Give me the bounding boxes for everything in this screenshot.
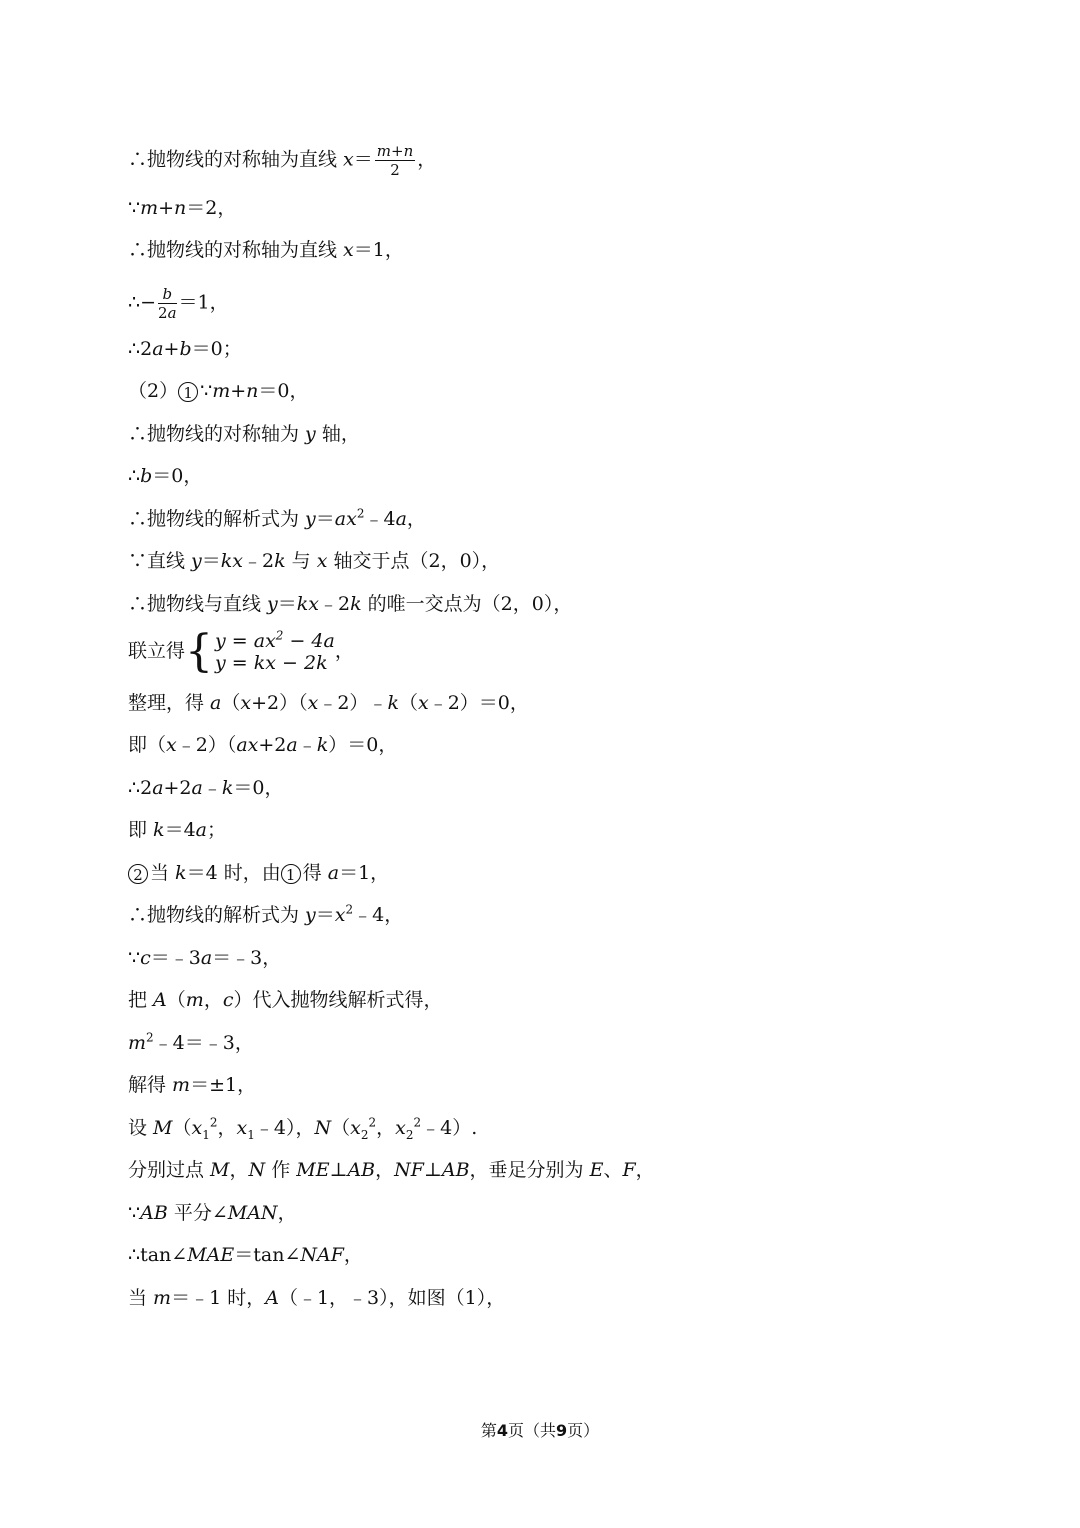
solution-line: $m^2﹣4=﹣3$， — [128, 1030, 254, 1054]
solution-line: ∵m+n＝2， — [128, 197, 237, 219]
equation-system: { $y = ax^2 - 4a$ y = kx − 2k — [185, 626, 335, 677]
solution-line: ∵直线 y＝kx﹣2k 与 x 轴交于点（2，0）， — [128, 550, 501, 572]
solution-line: 把 A（m，c）代入抛物线解析式得， — [128, 989, 443, 1011]
solution-line: ∴tan∠MAE＝tan∠NAF， — [128, 1244, 363, 1266]
solution-line: ∴抛物线的解析式为 $y=x^2﹣4$， — [128, 902, 404, 926]
page-number: 4 — [496, 1421, 508, 1440]
footer-prefix: 第 — [480, 1421, 497, 1440]
solution-line: 解得 m＝±1， — [128, 1074, 257, 1096]
solution-line: ∴− $\frac{b}{2a}$ ＝1， — [128, 285, 229, 322]
total-pages: 9 — [556, 1421, 568, 1440]
page-footer — [0, 1418, 1080, 1441]
solution-line: 联立得 { $y = ax^2 - 4a$ y = kx − 2k ， — [128, 626, 354, 677]
solution-line: 2 当 k＝4 时，由 1 得 a＝1， — [128, 861, 389, 885]
solution-line: 整理，得 a（x+2）（x﹣2）﹣k（x﹣2）＝0， — [128, 692, 529, 714]
solution-line: ∴抛物线的对称轴为直线 x＝ $\frac{m+n}{2}$ ， — [128, 142, 437, 179]
solution-line: 即（x﹣2）（ax+2a﹣k）＝0， — [128, 734, 398, 756]
solution-line: 分别过点 M，N 作 ME⊥AB，NF⊥AB，垂足分别为 E、F， — [128, 1159, 655, 1181]
solution-line: ∴抛物线的对称轴为 y 轴， — [128, 423, 360, 445]
solution-line: ∵AB 平分∠MAN， — [128, 1202, 297, 1224]
solution-line: ∴2a+2a﹣k＝0， — [128, 777, 284, 799]
solution-line: ∴抛物线与直线 y＝kx﹣2k 的唯一交点为（2，0）， — [128, 593, 573, 615]
fraction: $\frac{m+n}{2}$ — [376, 142, 414, 179]
solution-line: ∵c＝﹣3a＝﹣3， — [128, 947, 282, 969]
solution-line: 当 m＝﹣1 时，A（﹣1，﹣3），如图（1）， — [128, 1287, 506, 1309]
footer-middle: 页（共 — [507, 1421, 556, 1440]
solution-line: 即 k＝4a； — [128, 819, 226, 841]
circled-number: 2 — [128, 864, 148, 884]
solution-line: 设 $M(x_1^2$，$x_1﹣4$），$N(x_2^2$，$x_2^2﹣4$）. — [128, 1115, 478, 1142]
footer-suffix: 页） — [567, 1421, 600, 1440]
solution-line: ∴2a+b＝0； — [128, 338, 242, 360]
fraction: $\frac{b}{2a}$ — [158, 285, 177, 322]
solution-line: ∴b＝0， — [128, 465, 203, 487]
solution-line: （2） 1 ∵m+n＝0， — [128, 380, 309, 402]
solution-line: ∴抛物线的对称轴为直线 x＝1， — [128, 239, 404, 261]
circled-number: 1 — [178, 382, 198, 402]
solution-line: ∴抛物线的解析式为 $y=ax^2﹣4a$， — [128, 506, 426, 530]
circled-number: 1 — [281, 864, 301, 884]
